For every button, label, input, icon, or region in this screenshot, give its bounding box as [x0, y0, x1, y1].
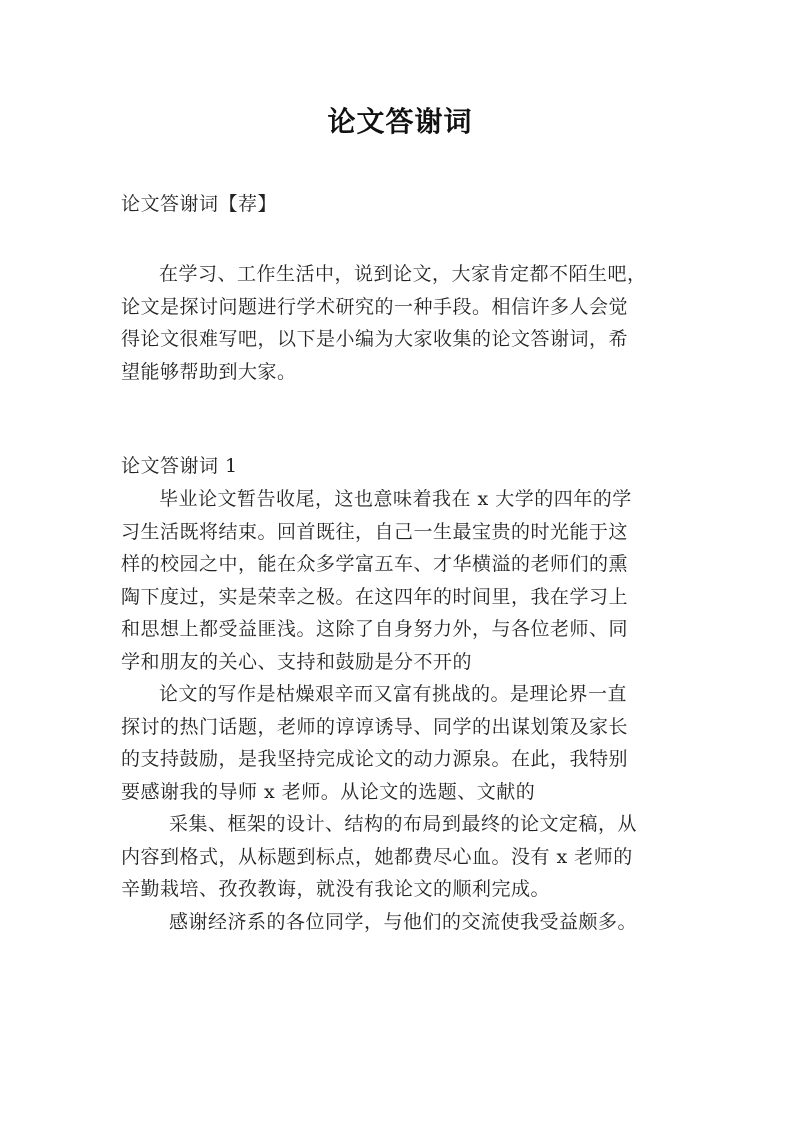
- document-subtitle-block: [121, 188, 691, 221]
- body-text: [121, 483, 691, 938]
- intro-line: 得论文很难写吧，以下是小编为大家收集的论文答谢词，希: [121, 328, 629, 350]
- section-heading-block: [121, 450, 691, 483]
- section-heading: 论文答谢词 1: [121, 455, 238, 477]
- body-line: 陶下度过，实是荣幸之极。在这四年的时间里，我在学习上: [121, 585, 629, 608]
- intro-paragraph: [121, 258, 691, 388]
- body-line: 内容到格式，从标题到标点，她都费尽心血。没有 x 老师的: [121, 845, 633, 868]
- intro-line: 在学习、工作生活中，说到论文，大家肯定都不陌生吧，: [159, 263, 647, 285]
- document-title: 论文答谢词: [327, 105, 473, 138]
- body-line: 样的校园之中，能在众多学富五车、才华横溢的老师们的熏: [121, 553, 629, 575]
- body-line: 辛勤栽培、孜孜教诲，就没有我论文的顺利完成。: [121, 878, 551, 900]
- body-line: 探讨的热门话题，老师的谆谆诱导、同学的出谋划策及家长: [121, 715, 629, 738]
- body-line: 毕业论文暂告收尾，这也意味着我在 x 大学的四年的学: [159, 488, 632, 510]
- body-line: 的支持鼓励，是我坚持完成论文的动力源泉。在此，我特别: [121, 748, 629, 770]
- body-line: 习生活既将结束。回首既往，自己一生最宝贵的时光能于这: [121, 520, 629, 543]
- body-line: 采集、框架的设计、结构的布局到最终的论文定稿，从: [169, 813, 638, 835]
- body-line: 学和朋友的关心、支持和鼓励是分不开的: [121, 650, 473, 673]
- intro-line: 望能够帮助到大家。: [121, 360, 297, 383]
- body-line: 和思想上都受益匪浅。这除了自身努力外，与各位老师、同: [121, 618, 629, 640]
- document-subtitle: 论文答谢词【荐】: [121, 193, 278, 215]
- intro-line: 论文是探讨问题进行学术研究的一种手段。相信许多人会觉: [121, 295, 629, 318]
- body-line: 要感谢我的导师 x 老师。从论文的选题、文献的: [121, 780, 536, 803]
- body-line: 感谢经济系的各位同学，与他们的交流使我受益颇多。: [169, 910, 638, 933]
- body-line: 论文的写作是枯燥艰辛而又富有挑战的。是理论界一直: [159, 683, 628, 705]
